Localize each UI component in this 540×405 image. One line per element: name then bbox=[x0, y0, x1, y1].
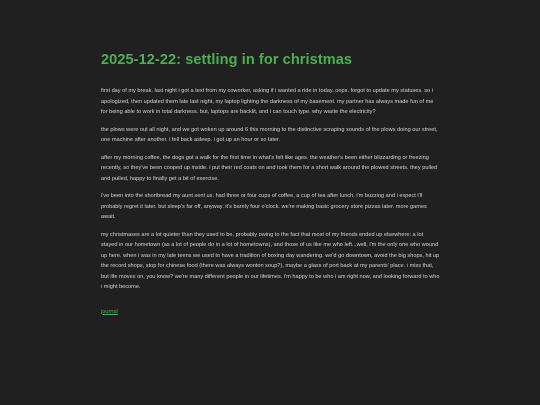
post-paragraph-1: first day of my break. last night i got a text from my coworker, asking if i wanted a ride in today. oops. forgot to update my statuses. so i apologized, then updated them late last night, my laptop lighting the darkness of my basement. my partner has always made fun of me for being able to work in total darkness. but, laptops are backlit, and i can touch type. why waste the electricity? bbox=[101, 88, 434, 115]
post-container bbox=[101, 50, 441, 318]
post-paragraph-4: i've been into the shortbread my aunt sent us. had three or four cups of coffee, a cup of tea after lunch. i'm buzzing and i expect i'll probably regret it later. but sleep's far off, anyway. it's barely four o'clock. we're making basic grocery store pizzas later. more games await. bbox=[101, 193, 427, 220]
post-title: 2025-12-22: settling in for christmas bbox=[101, 52, 353, 68]
post-paragraph-3: after my morning coffee, the dogs got a walk for the first time in what's felt like ages. the weather's been either blizzarding or freezing recently, so they've been cooped up inside. i put their red coats on and took them for a short walk around the plowed streets. they pulled and pulled, happy to finally get a bit of exercise. bbox=[101, 154, 438, 182]
tag-link-journal[interactable]: journal bbox=[101, 308, 118, 315]
post-paragraph-2: the plows were out all night, and we got woken up around 6 this morning to the distinctive scraping sounds of the plows doing our street, one machine after another. i fell back asleep. i got up an hour or so later. bbox=[101, 126, 438, 143]
post-paragraph-5: my christmases are a lot quieter than they used to be, probably owing to the fact that most of my friends ended up elsewhere: a lot stayed in our hometown (as a lot of people do in a lot of hometowns), and those of us like me who left...well, i'm the only one who wound up here. when i was in my late teens we used to have a tradition of boxing day wandering. we'd go downtown, avoid the big shops, hit up the record shops, stop for chinese food (there was always wonton soup?), maybe a glass of port back at my parents' place. i miss that, but life moves on, you know? we're many different people in our lifetimes. i'm happy to be who i am right now, and looking forward to who i might become. bbox=[101, 231, 440, 290]
